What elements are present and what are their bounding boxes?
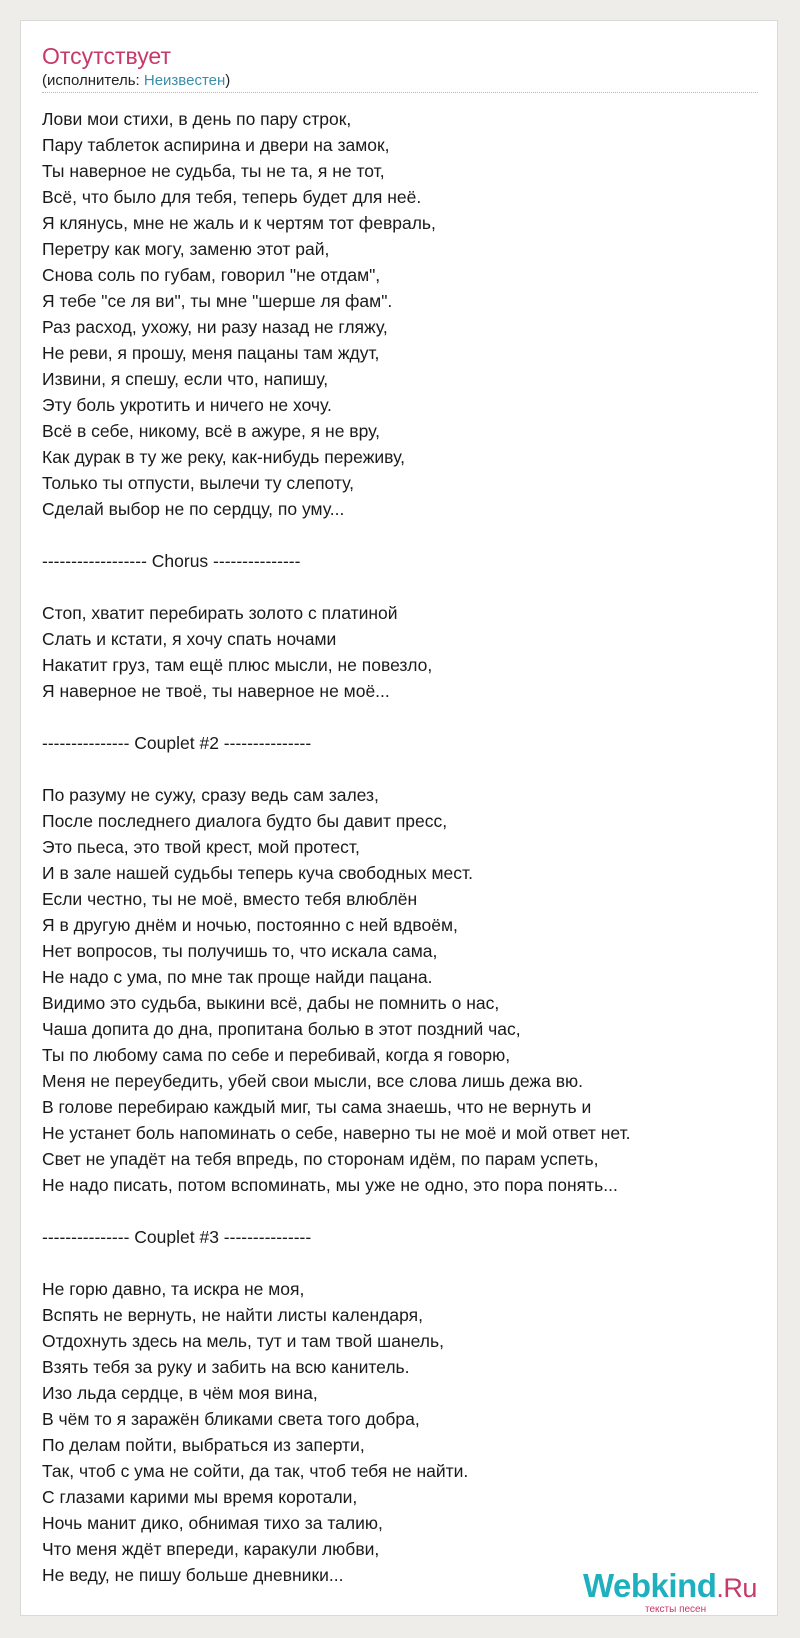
- lyric-line: Всё в себе, никому, всё в ажуре, я не вру,: [42, 421, 380, 441]
- lyric-line: Всё, что было для тебя, теперь будет для неё.: [42, 187, 422, 207]
- lyric-line: Накатит груз, там ещё плюс мысли, не повезло,: [42, 655, 433, 675]
- lyric-line: Что меня ждёт впереди, каракули любви,: [42, 1539, 380, 1559]
- lyric-line: Я наверное не твоё, ты наверное не моё...: [42, 681, 390, 701]
- artist-link[interactable]: Неизвестен: [143, 72, 226, 89]
- lyric-line: Не надо писать, потом вспоминать, мы уже не одно, это пора понять...: [42, 1175, 618, 1195]
- lyric-line: Так, чтоб с ума не сойти, да так, чтоб тебя не найти.: [42, 1461, 469, 1481]
- lyric-line: Ты наверное не судьба, ты не та, я не тот,: [42, 161, 385, 181]
- lyric-line: Вспять не вернуть, не найти листы календаря,: [42, 1305, 423, 1325]
- lyric-line: Раз расход, ухожу, ни разу назад не гляжу,: [42, 317, 388, 337]
- site-logo[interactable]: [583, 1567, 773, 1617]
- lyric-line: Не горю давно, та искра не моя,: [42, 1279, 305, 1299]
- artist-suffix: ): [225, 72, 231, 89]
- lyric-line: Стоп, хватит перебирать золото с платиной: [42, 603, 398, 623]
- lyric-line: Извини, я спешу, если что, напишу,: [42, 369, 329, 389]
- logo-tagline: тексты песен: [645, 1604, 707, 1615]
- lyric-line: Если честно, ты не моё, вместо тебя влюблён: [42, 889, 418, 909]
- lyric-line: Как дурак в ту же реку, как-нибудь переживу,: [42, 447, 405, 467]
- lyric-line: По делам пойти, выбраться из заперти,: [42, 1435, 365, 1455]
- lyric-line: После последнего диалога будто бы давит пресс,: [42, 811, 448, 831]
- lyric-line: В голове перебираю каждый миг, ты сама знаешь, что не вернуть и: [42, 1097, 592, 1117]
- lyric-line: Лови мои стихи, в день по пару строк,: [42, 109, 352, 129]
- lyric-line: Изо льда сердце, в чём моя вина,: [42, 1383, 318, 1403]
- artist-line: [42, 72, 230, 90]
- lyrics-text: [42, 106, 758, 1588]
- lyric-line: Чаша допита до дна, пропитана болью в этот поздний час,: [42, 1019, 521, 1039]
- lyric-line: Снова соль по губам, говорил "не отдам",: [42, 265, 381, 285]
- lyric-line: Пару таблеток аспирина и двери на замок,: [42, 135, 390, 155]
- lyric-line: Это пьеса, это твой крест, мой протест,: [42, 837, 360, 857]
- logo-ru: .Ru: [716, 1573, 757, 1603]
- artist-prefix: (исполнитель:: [42, 72, 144, 89]
- logo-web: Webkind: [583, 1567, 717, 1604]
- lyric-line: [42, 1198, 758, 1224]
- lyric-line: Свет не упадёт на тебя впредь, по сторонам идём, по парам успеть,: [42, 1149, 599, 1169]
- lyric-line: С глазами карими мы время коротали,: [42, 1487, 358, 1507]
- lyric-line: Ночь манит дико, обнимая тихо за талию,: [42, 1513, 383, 1533]
- lyric-line: [42, 574, 758, 600]
- lyric-line: [42, 704, 758, 730]
- lyric-line: Нет вопросов, ты получишь то, что искала сама,: [42, 941, 438, 961]
- lyric-line: [42, 522, 758, 548]
- lyric-line: Я клянусь, мне не жаль и к чертям тот февраль,: [42, 213, 436, 233]
- lyric-line: Ты по любому сама по себе и перебивай, когда я говорю,: [42, 1045, 511, 1065]
- lyric-line: Я в другую днём и ночью, постоянно с ней вдвоём,: [42, 915, 458, 935]
- lyric-line: --------------- Couplet #3 ---------------: [42, 1227, 312, 1247]
- lyric-line: Перетру как могу, заменю этот рай,: [42, 239, 330, 259]
- lyric-line: Я тебе "се ля ви", ты мне "шерше ля фам".: [42, 291, 393, 311]
- header-divider: [42, 92, 758, 93]
- lyric-line: Взять тебя за руку и забить на всю канитель.: [42, 1357, 410, 1377]
- lyric-line: Только ты отпусти, вылечи ту слепоту,: [42, 473, 354, 493]
- lyric-line: Сделай выбор не по сердцу, по уму...: [42, 499, 345, 519]
- lyric-line: ------------------ Chorus ---------------: [42, 551, 301, 571]
- lyric-line: Не надо с ума, по мне так проще найди пацана.: [42, 967, 433, 987]
- lyric-line: И в зале нашей судьбы теперь куча свободных мест.: [42, 863, 473, 883]
- lyric-line: По разуму не сужу, сразу ведь сам залез,: [42, 785, 379, 805]
- lyric-line: Отдохнуть здесь на мель, тут и там твой шанель,: [42, 1331, 444, 1351]
- lyric-line: Слать и кстати, я хочу спать ночами: [42, 629, 337, 649]
- lyric-line: [42, 1250, 758, 1276]
- lyric-line: Видимо это судьба, выкини всё, дабы не помнить о нас,: [42, 993, 500, 1013]
- lyric-line: [42, 756, 758, 782]
- lyric-line: Не веду, не пишу больше дневники...: [42, 1565, 344, 1585]
- lyric-line: Не устанет боль напоминать о себе, наверно ты не моё и мой ответ нет.: [42, 1123, 631, 1143]
- logo-wordmark: [583, 1567, 757, 1607]
- lyric-line: В чём то я заражён бликами света того добра,: [42, 1409, 420, 1429]
- lyric-line: Не реви, я прошу, меня пацаны там ждут,: [42, 343, 380, 363]
- song-title: Отсутствует: [42, 43, 171, 69]
- lyric-line: Эту боль укротить и ничего не хочу.: [42, 395, 332, 415]
- lyric-line: Меня не переубедить, убей свои мысли, все слова лишь дежа вю.: [42, 1071, 584, 1091]
- lyric-line: --------------- Couplet #2 ---------------: [42, 733, 312, 753]
